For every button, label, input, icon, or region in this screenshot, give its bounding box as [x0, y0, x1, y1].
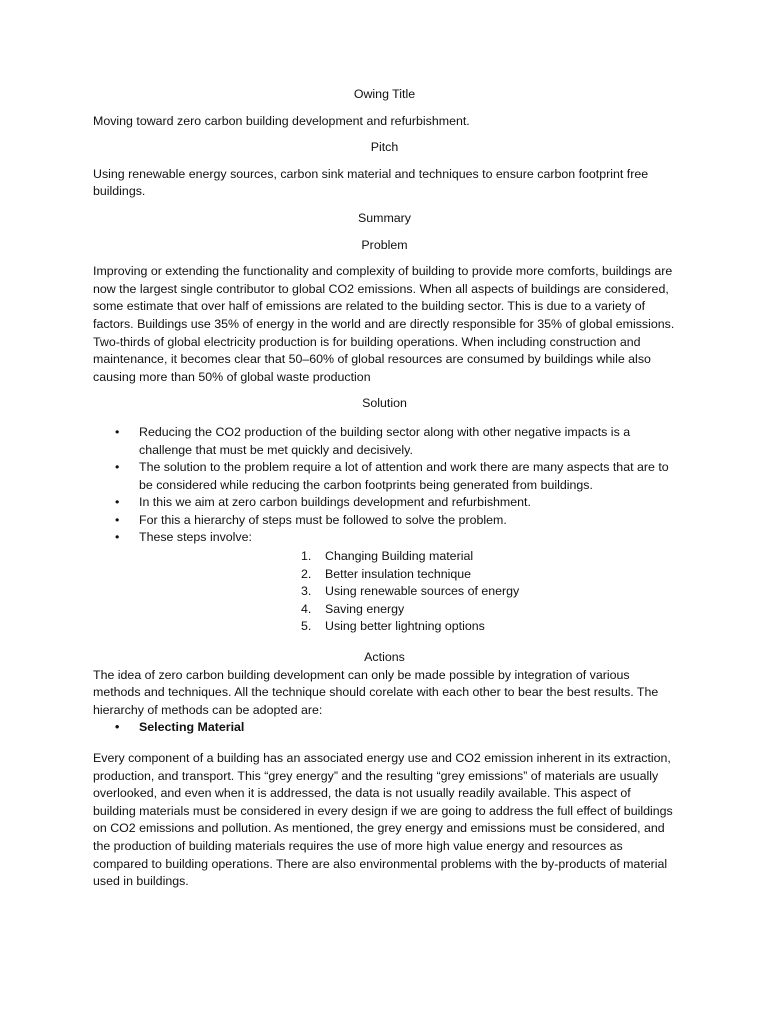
owing-title-heading: Owing Title: [353, 87, 416, 101]
solution-bullet: • These steps involve:: [93, 529, 676, 547]
step-item: [301, 583, 676, 601]
pitch-text: Using renewable energy sources, carbon sink material and techniques to ensure carbon footprint free buildings.: [93, 166, 649, 199]
solution-heading: Solution: [362, 396, 407, 411]
step-text: Using renewable sources of energy: [325, 584, 520, 599]
step-text: Saving energy: [325, 601, 405, 616]
solution-bullet: • Reducing the CO2 production of the building sector along with other negative impacts is a challenge that must be met quickly and decisively.: [93, 424, 676, 459]
step-number: 5.: [301, 619, 312, 634]
actions-text: The idea of zero carbon building development can only be made possible by integration of various methods and techniques. All the technique should corelate with each other to bear the best results. The hierarchy of methods can be adopted are:: [93, 667, 659, 717]
actions-bullet-list: [93, 719, 676, 737]
summary-heading: Summary: [357, 210, 411, 225]
actions-heading: Actions: [364, 650, 405, 665]
step-item: [301, 566, 676, 584]
step-number: 3.: [301, 584, 312, 599]
step-number: 4.: [301, 601, 312, 616]
step-item: [301, 548, 676, 566]
solution-bullet: • For this a hierarchy of steps must be followed to solve the problem.: [93, 512, 676, 530]
step-number: 1.: [301, 549, 312, 564]
material-text: Every component of a building has an associated energy use and CO2 emission inherent in its extraction, production, and transport. This “grey energy” and the resulting “grey emissions” of materials are usually overlooked, and even when it is addressed, the data is not usually readily available. This aspect of building materials must be considered in every design if we are going to address the full effect of buildings on CO2 emissions and pollution. As mentioned, the grey energy and emissions must be considered, and the production of building materials requires the use of more high value energy and resources as compared to building operations. There are also environmental problems with the by-products of material used in buildings.: [93, 751, 673, 889]
solution-bullet-list: [93, 424, 676, 547]
problem-heading: Problem: [361, 237, 408, 252]
solution-bullet: • In this we aim at zero carbon buildings development and refurbishment.: [93, 494, 676, 512]
step-text: Using better lightning options: [325, 619, 485, 634]
solution-bullet: • The solution to the problem require a lot of attention and work there are many aspects that are to be considered while reducing the carbon footprints being generated from buildings.: [93, 459, 676, 494]
actions-bullet: • Selecting Material: [93, 719, 676, 737]
step-number: 2.: [301, 566, 312, 581]
step-item: [301, 601, 676, 619]
step-item: [301, 618, 676, 636]
steps-list: [93, 548, 676, 636]
owing-title-text: Moving toward zero carbon building development and refurbishment.: [93, 113, 470, 128]
step-text: Changing Building material: [325, 549, 474, 564]
problem-text: Improving or extending the functionality and complexity of building to provide more comforts, buildings are now the largest single contributor to global CO2 emissions. When all aspects of buildings are considered, some estimate that over half of emissions are related to the building sector. This is due to a variety of factors. Buildings use 35% of energy in the world and are directly responsible for 35% of global emissions. Two-thirds of global electricity production is for building operations. When including construction and maintenance, it becomes clear that 50–60% of global resources are consumed by buildings while also causing more than 50% of global waste production: [93, 264, 675, 384]
pitch-heading: Pitch: [370, 140, 399, 155]
step-text: Better insulation technique: [325, 566, 472, 581]
